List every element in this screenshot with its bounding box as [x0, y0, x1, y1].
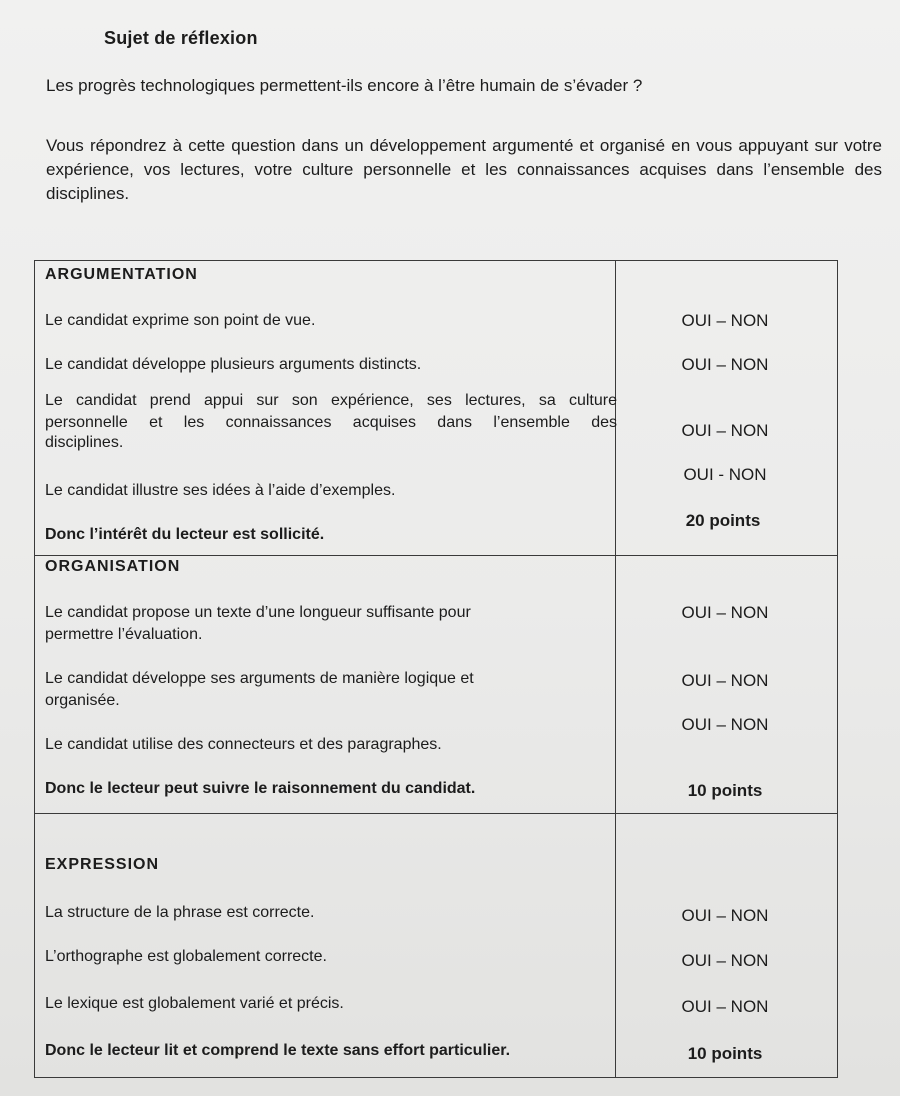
- criterion-connectors-value: OUI – NON: [681, 715, 769, 734]
- evaluation-grid: [34, 260, 838, 1078]
- section-divider-organisation: [35, 813, 837, 814]
- section-heading-argumentation: ARGUMENTATION: [45, 266, 198, 283]
- column-divider: [615, 261, 616, 1077]
- conclusion-organisation: Donc le lecteur peut suivre le raisonnement du candidat.: [45, 780, 476, 797]
- criterion-references-value: OUI – NON: [681, 421, 769, 440]
- section-divider-argumentation: [35, 555, 837, 556]
- criterion-sentence-structure-value: OUI – NON: [681, 906, 769, 925]
- criterion-vocabulary-value: OUI – NON: [681, 997, 769, 1016]
- criterion-distinct-arguments-value: OUI – NON: [681, 355, 769, 374]
- criterion-references-line-3: disciplines.: [45, 434, 124, 451]
- criterion-length-value: OUI – NON: [681, 603, 769, 622]
- criterion-examples-value: OUI - NON: [683, 465, 767, 484]
- criterion-point-of-view-value: OUI – NON: [681, 311, 769, 330]
- conclusion-expression: Donc le lecteur lit et comprend le texte sans effort particulier.: [45, 1042, 511, 1059]
- criterion-references-line-2: personnelle et les connaissances acquises dans l’ensemble des: [45, 414, 617, 431]
- criterion-vocabulary: Le lexique est globalement varié et précis.: [45, 995, 344, 1012]
- criterion-sentence-structure: La structure de la phrase est correcte.: [45, 904, 315, 921]
- criterion-logic-value: OUI – NON: [681, 671, 769, 690]
- criterion-logic-line-2: organisée.: [45, 692, 120, 709]
- criterion-point-of-view: Le candidat exprime son point de vue.: [45, 312, 316, 329]
- criterion-examples: Le candidat illustre ses idées à l’aide d’exemples.: [45, 482, 396, 499]
- conclusion-argumentation: Donc l’intérêt du lecteur est sollicité.: [45, 526, 325, 543]
- section-heading-expression: EXPRESSION: [45, 856, 160, 873]
- criterion-logic-line-1: Le candidat développe ses arguments de manière logique et: [45, 670, 474, 687]
- criterion-connectors: Le candidat utilise des connecteurs et des paragraphes.: [45, 736, 442, 753]
- points-expression: 10 points: [687, 1044, 763, 1063]
- subject-title: Sujet de réflexion: [104, 28, 258, 48]
- criterion-distinct-arguments: Le candidat développe plusieurs arguments distincts.: [45, 356, 422, 373]
- criterion-spelling-value: OUI – NON: [681, 951, 769, 970]
- criterion-spelling: L’orthographe est globalement correcte.: [45, 948, 327, 965]
- points-argumentation: 20 points: [685, 511, 761, 530]
- criterion-length-line-2: permettre l’évaluation.: [45, 626, 203, 643]
- points-organisation: 10 points: [687, 781, 763, 800]
- criterion-references-line-1: Le candidat prend appui sur son expérience, ses lectures, sa culture: [45, 392, 617, 409]
- criterion-length-line-1: Le candidat propose un texte d’une longueur suffisante pour: [45, 604, 471, 621]
- subject-question: Les progrès technologiques permettent-ils encore à l’être humain de s’évader ?: [46, 76, 643, 95]
- subject-instructions: Vous répondrez à cette question dans un développement argumenté et organisé en vous appuyant sur votre expérience, vos lectures, votre culture personnelle et les connaissances acquises dans l’ensemble des disciplines.: [46, 136, 882, 203]
- section-heading-organisation: ORGANISATION: [45, 558, 181, 575]
